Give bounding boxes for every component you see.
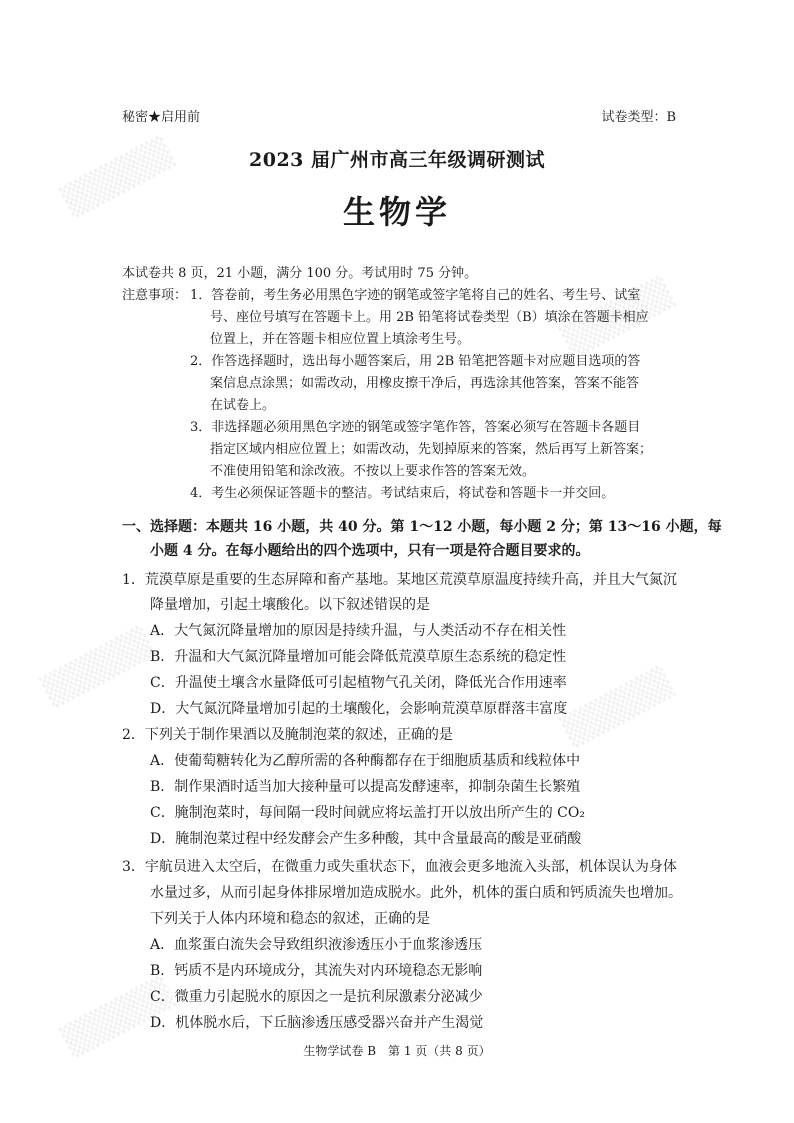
note-line: 指定区域内相应位置上；如需改动，先划掉原来的答案，然后再写上新答案； bbox=[210, 442, 653, 457]
note-line: 在试卷上。 bbox=[210, 398, 276, 413]
watermark: ▒▒▒▒▒ bbox=[58, 134, 177, 221]
option-c: C．微重力引起脱水的原因之一是抗利尿激素分泌减少 bbox=[150, 989, 483, 1005]
note-line: 2．作答选择题时，选出每小题答案后，用 2B 铅笔把答题卡对应题目选项的答 bbox=[190, 354, 641, 369]
section-heading: 一、选择题：本题共 16 小题，共 40 分。第 1～12 小题，每小题 2 分；第 13～16 小题，每 bbox=[122, 519, 722, 535]
notes-label: 注意事项： bbox=[122, 288, 188, 303]
option-c: C．升温使土壤含水量降低可引起植物气孔关闭，降低光合作用速率 bbox=[150, 675, 567, 691]
note-line: 3．非选择题必须用黑色字迹的钢笔或签字笔作答，答案必须写在答题卡各题目 bbox=[190, 420, 641, 435]
question-stem: 1．荒漠草原是重要的生态屏障和畜产基地。某地区荒漠草原温度持续升高，并且大气氮沉 bbox=[122, 572, 677, 588]
paper-type-label: 试卷类型：B bbox=[601, 110, 676, 125]
option-b: B．升温和大气氮沉降量增加可能会降低荒漠草原生态系统的稳定性 bbox=[150, 649, 567, 665]
option-c: C．腌制泡菜时，每间隔一段时间就应将坛盖打开以放出所产生的 CO₂ bbox=[150, 805, 585, 821]
option-d: D．大气氮沉降量增加引起的土壤酸化，会影响荒漠草原群落丰富度 bbox=[150, 701, 568, 717]
confidential-label: 秘密★启用前 bbox=[122, 110, 201, 125]
option-b: B．钙质不是内环境成分，其流失对内环境稳态无影响 bbox=[150, 963, 483, 979]
option-a: A．大气氮沉降量增加的原因是持续升温，与人类活动不存在相关性 bbox=[150, 623, 567, 639]
question-stem: 降量增加，引起土壤酸化。以下叙述错误的是 bbox=[150, 597, 430, 613]
page-footer: 生物学试卷 B 第 1 页（共 8 页） bbox=[303, 1044, 491, 1058]
watermark: ▒▒▒▒▒ bbox=[38, 624, 157, 711]
watermark: ▒▒▒▒▒ bbox=[558, 274, 677, 361]
note-line: 号、座位号填写在答题卡上。用 2B 铅笔将试卷类型（B）填涂在答题卡相应 bbox=[210, 310, 649, 325]
question-stem: 3．宇航员进入太空后，在微重力或失重状态下，血液会更多地流入头部，机体误认为身体 bbox=[122, 859, 677, 875]
subject-title: 生物学 bbox=[342, 193, 451, 231]
option-a: A．血浆蛋白流失会导致组织液渗透压小于血浆渗透压 bbox=[150, 937, 483, 953]
note-line: 位置上，并在答题卡相应位置上填涂考生号。 bbox=[210, 332, 471, 347]
exam-title: 2023 届广州市高三年级调研测试 bbox=[249, 149, 545, 171]
watermark: ▒▒▒▒▒ bbox=[558, 664, 677, 751]
option-a: A．使葡萄糖转化为乙醇所需的各种酶都存在于细胞质基质和线粒体中 bbox=[150, 753, 581, 769]
note-line: 不准使用铅笔和涂改液。不按以上要求作答的答案无效。 bbox=[210, 464, 536, 479]
note-line: 案信息点涂黑；如需改动，用橡皮擦干净后，再选涂其他答案，答案不能答 bbox=[210, 376, 640, 391]
note-line: 4．考生必须保证答题卡的整洁。考试结束后，将试卷和答题卡一并交回。 bbox=[190, 486, 615, 501]
watermark: ▒▒▒▒▒ bbox=[58, 974, 177, 1061]
option-b: B．制作果酒时适当加大接种量可以提高发酵速率，抑制杂菌生长繁殖 bbox=[150, 779, 581, 795]
option-d: D．腌制泡菜过程中经发酵会产生多种酸，其中含量最高的酸是亚硝酸 bbox=[150, 831, 582, 847]
exam-intro: 本试卷共 8 页，21 小题，满分 100 分。考试用时 75 分钟。 bbox=[122, 266, 478, 281]
note-line: 1．答卷前，考生务必用黑色字迹的钢笔或签字笔将自己的姓名、考生号、试室 bbox=[190, 288, 641, 303]
question-stem: 下列关于人体内环境和稳态的叙述，正确的是 bbox=[150, 911, 430, 927]
section-heading: 小题 4 分。在每小题给出的四个选项中，只有一项是符合题目要求的。 bbox=[150, 543, 590, 559]
option-d: D．机体脱水后，下丘脑渗透压感受器兴奋并产生渴觉 bbox=[150, 1015, 484, 1031]
question-stem: 2．下列关于制作果酒以及腌制泡菜的叙述，正确的是 bbox=[122, 727, 453, 743]
question-stem: 水量过多，从而引起身体排尿增加造成脱水。此外，机体的蛋白质和钙质流失也增加。 bbox=[150, 885, 682, 901]
